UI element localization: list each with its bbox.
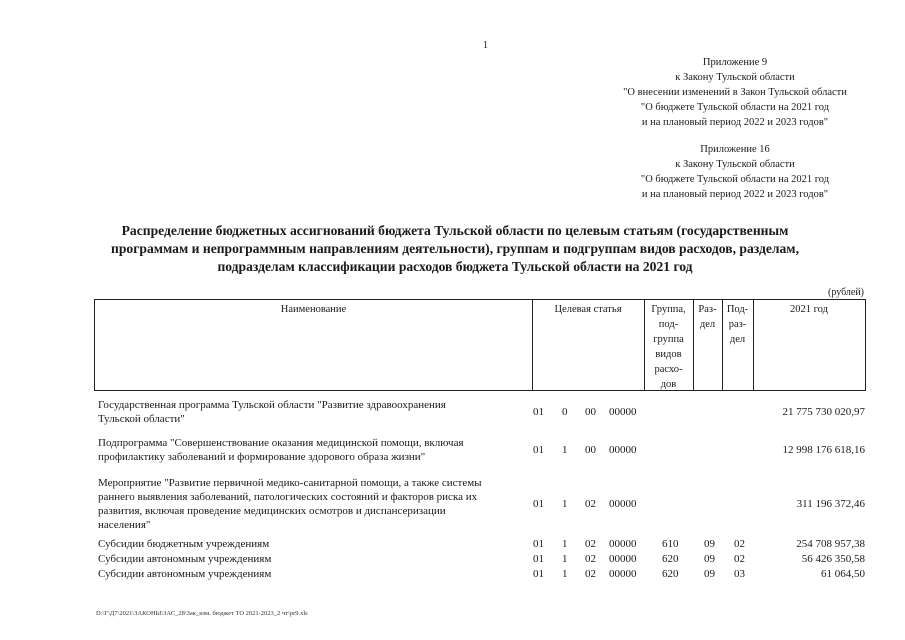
target-code-direction: 00000: [609, 568, 637, 580]
document-title: [60, 222, 850, 276]
row-name-line: Подпрограмма "Совершенствование оказания медицинской помощи, включая: [98, 437, 464, 449]
target-code-subprogram: 1: [562, 553, 568, 565]
header-expense-group-line: группа: [653, 334, 684, 345]
expense-group-cell: 620: [662, 568, 679, 580]
header-subsection-line: раз-: [728, 319, 747, 330]
target-code-program: 01: [533, 444, 544, 456]
target-code-subprogram: 0: [562, 406, 568, 418]
table-header: [94, 299, 866, 391]
header-expense-group-line: дов: [660, 379, 677, 390]
appendix-9-line: "О внесении изменений в Закон Тульской области: [623, 87, 847, 98]
section-cell: 09: [704, 553, 715, 565]
header-section-line: Раз-: [698, 304, 717, 315]
target-code-direction: 00000: [609, 538, 637, 550]
expense-group-cell: 620: [662, 553, 679, 565]
appendix-9-line: к Закону Тульской области: [675, 72, 795, 83]
header-section: [693, 302, 722, 332]
header-section-line: дел: [699, 319, 716, 330]
row-name: [98, 567, 271, 581]
target-code-activity: 00: [585, 444, 596, 456]
appendix-16-block: [560, 142, 905, 202]
appendix-9-line: Приложение 9: [702, 57, 768, 68]
header-subsection-line: Под-: [726, 304, 749, 315]
row-name: [98, 436, 464, 464]
target-code-program: 01: [533, 538, 544, 550]
row-name-line: населения": [98, 519, 151, 531]
appendix-9-line: и на плановый период 2022 и 2023 годов": [641, 117, 829, 128]
header-expense-group-line: под-: [658, 319, 679, 330]
row-name: [98, 398, 446, 426]
target-code-direction: 00000: [609, 444, 637, 456]
row-name: [98, 476, 482, 532]
header-expense-group-line: Группа,: [651, 304, 686, 315]
header-target-article: Целевая статья: [554, 304, 622, 315]
subsection-cell: 03: [734, 568, 745, 580]
row-name-line: Мероприятие "Развитие первичной медико-санитарной помощи, а также системы: [98, 477, 482, 489]
target-code-subprogram: 1: [562, 444, 568, 456]
target-code-activity: 02: [585, 553, 596, 565]
row-name: [98, 552, 271, 566]
target-code-program: 01: [533, 498, 544, 510]
title-line: Распределение бюджетных ассигнований бюджета Тульской области по целевым статьям (государственным: [121, 223, 789, 238]
row-name-line: Субсидии бюджетным учреждениям: [98, 538, 270, 550]
section-cell: 09: [704, 568, 715, 580]
header-subsection: [722, 302, 753, 347]
row-name-line: Субсидии автономным учреждениям: [98, 553, 272, 565]
title-line: программам и непрограммным направлениям деятельности), группам и подгруппам видов расходов, разделам,: [111, 241, 799, 256]
target-code-direction: 00000: [609, 498, 637, 510]
appendix-9-line: "О бюджете Тульской области на 2021 год: [640, 102, 830, 113]
subsection-cell: 02: [734, 553, 745, 565]
target-code-subprogram: 1: [562, 568, 568, 580]
target-code-subprogram: 1: [562, 538, 568, 550]
appendix-16-line: к Закону Тульской области: [675, 159, 795, 170]
file-path-footer: D:\Г\Д7\2021\ЗАКОНЫ\ЗАС_28\Зак_изм. бюджет ТО 2021-2023_2 чт\pr9.xls: [96, 610, 308, 617]
amount-cell: 56 426 350,58: [801, 553, 865, 565]
row-name-line: Тульской области": [98, 413, 185, 425]
header-expense-group-line: видов: [655, 349, 682, 360]
target-code-subprogram: 1: [562, 498, 568, 510]
row-name-line: раннего выявления заболеваний, патологических состояний и факторов риска их: [98, 491, 478, 503]
header-year-2021: 2021 год: [790, 304, 828, 315]
appendix-16-line: "О бюджете Тульской области на 2021 год: [640, 174, 830, 185]
row-name: [98, 537, 269, 551]
header-expense-group-line: расхо-: [654, 364, 683, 375]
title-line: подразделам классификации расходов бюджета Тульской области на 2021 год: [217, 259, 693, 274]
row-name-line: Государственная программа Тульской области "Развитие здравоохранения: [98, 399, 446, 411]
target-code-activity: 02: [585, 538, 596, 550]
appendix-9-block: [560, 55, 905, 130]
header-name: Наименование: [280, 304, 347, 315]
subsection-cell: 02: [734, 538, 745, 550]
appendix-16-line: Приложение 16: [700, 144, 770, 155]
target-code-activity: 02: [585, 498, 596, 510]
row-name-line: развития, включая проведение медицинских осмотров и диспансеризации: [98, 505, 446, 517]
target-code-program: 01: [533, 406, 544, 418]
row-name-line: профилактику заболеваний и формирование здорового образа жизни": [98, 451, 426, 463]
target-code-program: 01: [533, 568, 544, 580]
amount-cell: 311 196 372,46: [796, 498, 865, 510]
amount-cell: 21 775 730 020,97: [782, 406, 865, 418]
target-code-activity: 00: [585, 406, 596, 418]
amount-cell: 12 998 176 618,16: [782, 444, 865, 456]
section-cell: 09: [704, 538, 715, 550]
unit-label: (рублей): [828, 287, 865, 298]
target-code-direction: 00000: [609, 406, 637, 418]
header-subsection-line: дел: [729, 334, 746, 345]
target-code-program: 01: [533, 553, 544, 565]
row-name-line: Субсидии автономным учреждениям: [98, 568, 272, 580]
header-expense-group: [644, 302, 693, 392]
page-marker: 1: [483, 40, 488, 51]
appendix-16-line: и на плановый период 2022 и 2023 годов": [641, 189, 829, 200]
expense-group-cell: 610: [662, 538, 679, 550]
amount-cell: 254 708 957,38: [796, 538, 865, 550]
target-code-direction: 00000: [609, 553, 637, 565]
amount-cell: 61 064,50: [821, 568, 865, 580]
target-code-activity: 02: [585, 568, 596, 580]
